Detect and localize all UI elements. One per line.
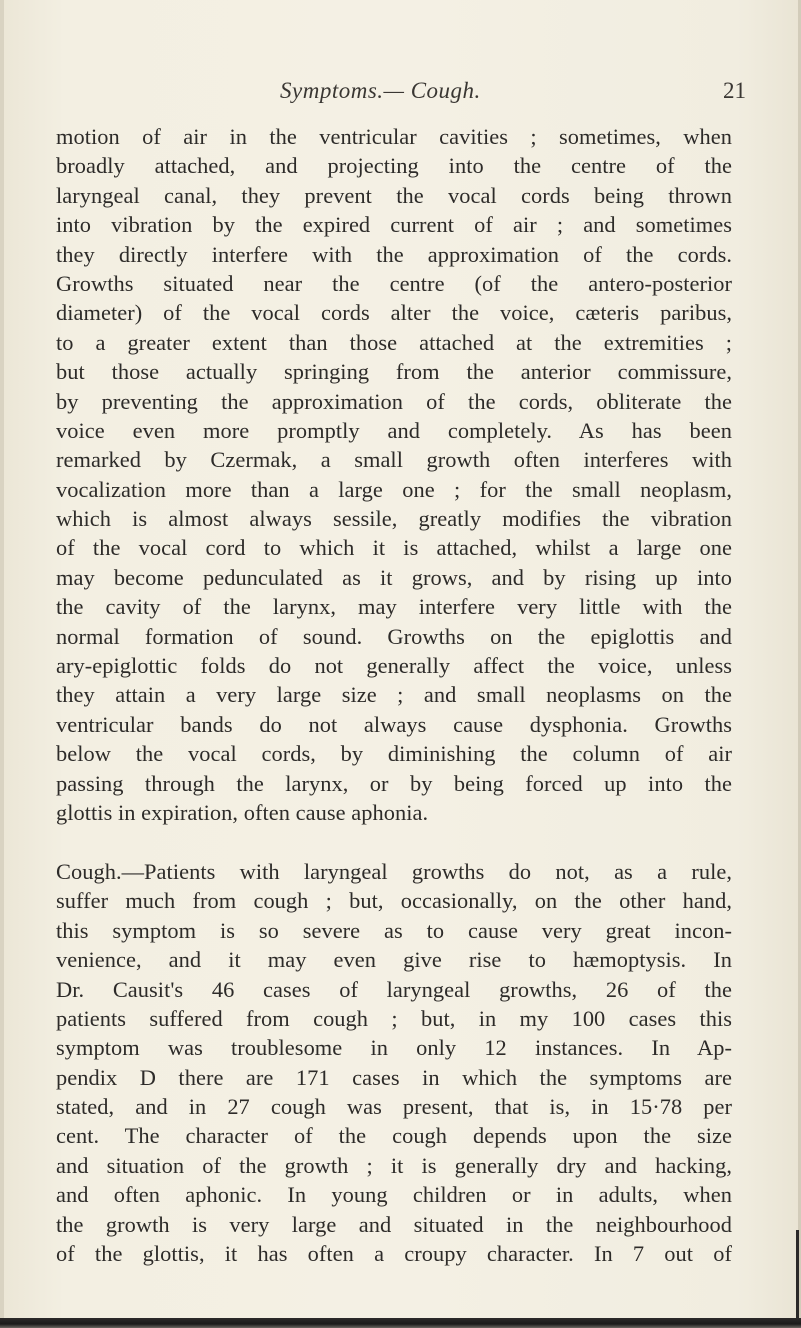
text-line: which is almost always sessile, greatly modifies the vibration: [56, 506, 732, 532]
text-line: they directly interfere with the approximation of the cords.: [56, 241, 732, 267]
paragraph-gap: [56, 827, 732, 857]
text-line: suffer much from cough ; but, occasionally, on the other hand,: [56, 888, 732, 914]
text-line: remarked by Czermak, a small growth often interferes with: [56, 447, 732, 473]
running-title: Symptoms.— Cough.: [280, 78, 481, 103]
text-line: normal formation of sound. Growths on the epiglottis and: [56, 623, 732, 649]
page-left-edge: [0, 0, 4, 1328]
binding-shadow: [796, 1230, 799, 1325]
text-line: Growths situated near the centre (of the antero-posterior: [56, 270, 732, 296]
text-line: into vibration by the expired current of air ; and sometimes: [56, 212, 732, 238]
body-text: [56, 122, 732, 1268]
text-line: to a greater extent than those attached at the extremities ;: [56, 329, 732, 355]
text-line: of the vocal cord to which it is attached, whilst a large one: [56, 535, 732, 561]
text-line: but those actually springing from the anterior commissure,: [56, 359, 732, 385]
text-line: they attain a very large size ; and small neoplasms on the: [56, 682, 732, 708]
text-line: pendix D there are 171 cases in which the symptoms are: [56, 1064, 732, 1090]
page-header: [0, 78, 801, 108]
page-number: 21: [723, 78, 746, 103]
text-line: laryngeal canal, they prevent the vocal cords being thrown: [56, 182, 732, 208]
text-line: symptom was troublesome in only 12 instances. In Ap-: [56, 1035, 732, 1061]
text-line: the growth is very large and situated in the neighbourhood: [56, 1211, 732, 1237]
text-line: diameter) of the vocal cords alter the voice, cæteris paribus,: [56, 300, 732, 326]
text-line: the cavity of the larynx, may interfere very little with the: [56, 594, 732, 620]
text-line: ventricular bands do not always cause dysphonia. Growths: [56, 711, 732, 737]
paragraph-voice-effects: [56, 122, 732, 827]
text-line: cent. The character of the cough depends upon the size: [56, 1123, 732, 1149]
text-line: patients suffered from cough ; but, in my 100 cases this: [56, 1005, 732, 1031]
page-bottom-edge: [0, 1318, 801, 1328]
text-line: Cough.—Patients with laryngeal growths do not, as a rule,: [56, 858, 732, 884]
text-line: passing through the larynx, or by being forced up into the: [56, 770, 732, 796]
text-line: and situation of the growth ; it is generally dry and hacking,: [56, 1152, 732, 1178]
text-line: stated, and in 27 cough was present, that is, in 15·78 per: [56, 1094, 732, 1120]
text-line: motion of air in the ventricular cavities ; sometimes, when: [56, 124, 732, 149]
text-line: this symptom is so severe as to cause very great incon-: [56, 917, 732, 943]
text-line: and often aphonic. In young children or in adults, when: [56, 1182, 732, 1208]
text-line: glottis in expiration, often cause aphonia.: [56, 799, 429, 825]
paragraph-cough: [56, 857, 732, 1268]
text-line: may become pedunculated as it grows, and by rising up into: [56, 564, 732, 590]
text-line: voice even more promptly and completely. As has been: [56, 417, 732, 443]
text-line: of the glottis, it has often a croupy character. In 7 out of: [56, 1241, 732, 1267]
text-line: Dr. Causit's 46 cases of laryngeal growths, 26 of the: [56, 976, 732, 1002]
text-line: ary-epiglottic folds do not generally affect the voice, unless: [56, 653, 732, 679]
text-line: vocalization more than a large one ; for the small neoplasm,: [56, 476, 732, 502]
text-line: broadly attached, and projecting into the centre of the: [56, 153, 732, 179]
text-line: below the vocal cords, by diminishing the column of air: [56, 741, 732, 767]
text-line: by preventing the approximation of the cords, obliterate the: [56, 388, 732, 414]
text-line: venience, and it may even give rise to hæmoptysis. In: [56, 947, 732, 973]
